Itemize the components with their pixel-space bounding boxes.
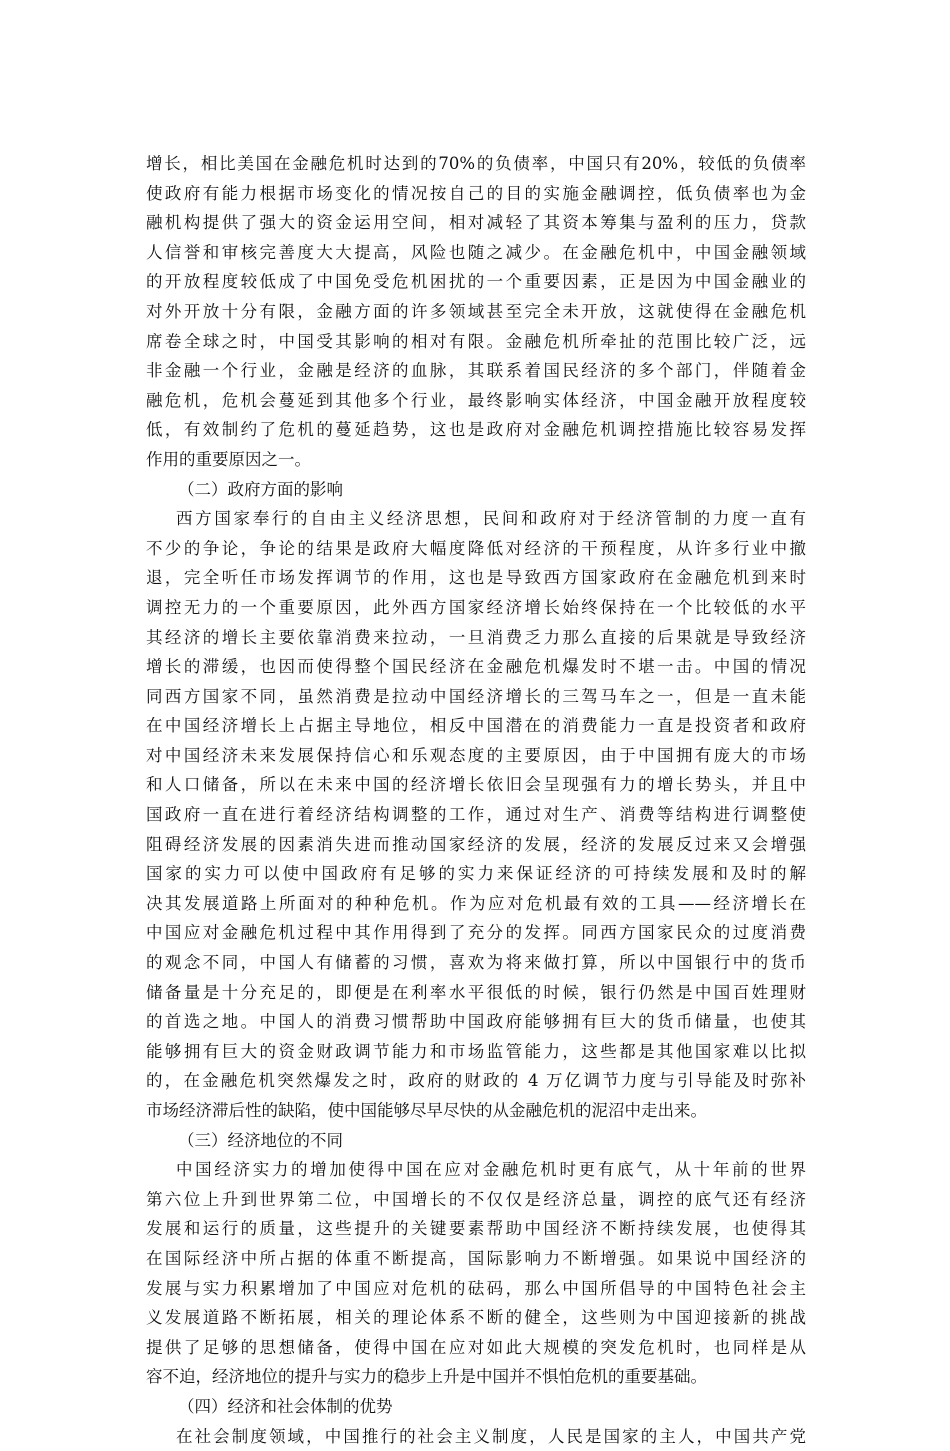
text-line: 增长的滞缓，也因而使得整个国民经济在金融危机爆发时不堪一击。中国的情况 [146,657,806,677]
text-line: 第六位上升到世界第二位，中国增长的不仅仅是经济总量，调控的底气还有经济 [146,1189,806,1209]
text-line: 同西方国家不同，虽然消费是拉动中国经济增长的三驾马车之一，但是一直未能 [146,686,806,706]
text-line: 提供了足够的思想储备，使得中国在应对如此大规模的突发危机时，也同样是从 [146,1337,806,1357]
text-line: 对外开放十分有限，金融方面的许多领域甚至完全未开放，这就使得在金融危机 [146,301,806,321]
text-line: 市场经济滞后性的缺陷，使中国能够尽早尽快的从金融危机的泥沼中走出来。 [146,1101,707,1120]
section-heading: （三）经济地位的不同 [178,1130,343,1150]
text-line: 作用的重要原因之一。 [146,449,311,469]
text-line: 中国经济实力的增加使得中国在应对金融危机时更有底气，从十年前的世界 [176,1160,806,1180]
text-line: 退，完全听任市场发挥调节的作用，这也是导致西方国家政府在金融危机到来时 [146,568,806,588]
text-line: 调控无力的一个重要原因，此外西方国家经济增长始终保持在一个比较低的水平 [146,597,806,617]
text-line: 储备量是十分充足的，即便是在利率水平很低的时候，银行仍然是中国百姓理财 [146,982,806,1002]
text-line: 能够拥有巨大的资金财政调节能力和市场监管能力，这些都是其他国家难以比拟 [146,1041,806,1061]
text-line: 在国际经济中所占据的体重不断提高，国际影响力不断增强。如果说中国经济的 [146,1248,806,1268]
text-line: 义发展道路不断拓展，相关的理论体系不断的健全，这些则为中国迎接新的挑战 [146,1308,806,1328]
text-line: 国家的实力可以使中国政府有足够的实力来保证经济的可持续发展和及时的解 [146,864,806,884]
text-line: 西方国家奉行的自由主义经济思想，民间和政府对于经济管制的力度一直有 [176,509,806,529]
text-line: 的首选之地。中国人的消费习惯帮助中国政府能够拥有巨大的货币储量，也使其 [146,1012,806,1032]
text-line: 人信誉和审核完善度大大提高，风险也随之减少。在金融危机中，中国金融领域 [146,242,806,262]
text-line: 容不迫，经济地位的提升与实力的稳步上升是中国并不惧怕危机的重要基础。 [146,1367,707,1387]
text-line: 阻碍经济发展的因素消失进而推动国家经济的发展，经济的发展反过来又会增强 [146,834,806,854]
text-line: 增长，相比美国在金融危机时达到的70%的负债率，中国只有20%，较低的负债率 [146,154,806,173]
text-line: 不少的争论，争论的结果是政府大幅度降低对经济的干预程度，从许多行业中撤 [146,538,806,558]
text-line: 其经济的增长主要依靠消费来拉动，一旦消费乏力那么直接的后果就是导致经济 [146,627,806,647]
text-line: 席卷全球之时，中国受其影响的相对有限。金融危机所牵扯的范围比较广泛，远 [146,331,806,351]
text-line: 决其发展道路上所面对的种种危机。作为应对危机最有效的工具——经济增长在 [146,893,806,913]
text-line: 非金融一个行业，金融是经济的血脉，其联系着国民经济的多个部门，伴随着金 [146,361,806,381]
section-heading: （四）经济和社会体制的优势 [178,1396,393,1416]
text-line: 的，在金融危机突然爆发之时，政府的财政的 4 万亿调节力度与引导能及时弥补 [146,1071,806,1091]
text-line: 发展与实力积累增加了中国应对危机的砝码，那么中国所倡导的中国特色社会主 [146,1278,806,1298]
text-line: 国政府一直在进行着经济结构调整的工作，通过对生产、消费等结构进行调整使 [146,805,806,825]
text-line: 的观念不同，中国人有储蓄的习惯，喜欢为将来做打算，所以中国银行中的货币 [146,953,806,973]
text-line: 在中国经济增长上占据主导地位，相反中国潜在的消费能力一直是投资者和政府 [146,716,806,736]
document-body [146,149,806,1451]
text-line: 对中国经济未来发展保持信心和乐观态度的主要原因，由于中国拥有庞大的市场 [146,745,806,765]
text-line: 在社会制度领域，中国推行的社会主义制度，人民是国家的主人，中国共产党 [176,1426,806,1446]
text-line: 的开放程度较低成了中国免受危机困扰的一个重要因素，正是因为中国金融业的 [146,272,806,292]
text-line: 中国应对金融危机过程中其作用得到了充分的发挥。同西方国家民众的过度消费 [146,923,806,943]
section-heading: （二）政府方面的影响 [178,479,343,499]
text-line: 融危机，危机会蔓延到其他多个行业，最终影响实体经济，中国金融开放程度较 [146,390,806,410]
text-line: 融机构提供了强大的资金运用空间，相对减轻了其资本筹集与盈利的压力，贷款 [146,213,806,233]
text-line: 低，有效制约了危机的蔓延趋势，这也是政府对金融危机调控措施比较容易发挥 [146,420,806,440]
text-line: 使政府有能力根据市场变化的情况按自己的目的实施金融调控，低负债率也为金 [146,183,806,203]
text-line: 和人口储备，所以在未来中国的经济增长依旧会呈现强有力的增长势头，并且中 [146,775,806,795]
text-line: 发展和运行的质量，这些提升的关键要素帮助中国经济不断持续发展，也使得其 [146,1219,806,1239]
